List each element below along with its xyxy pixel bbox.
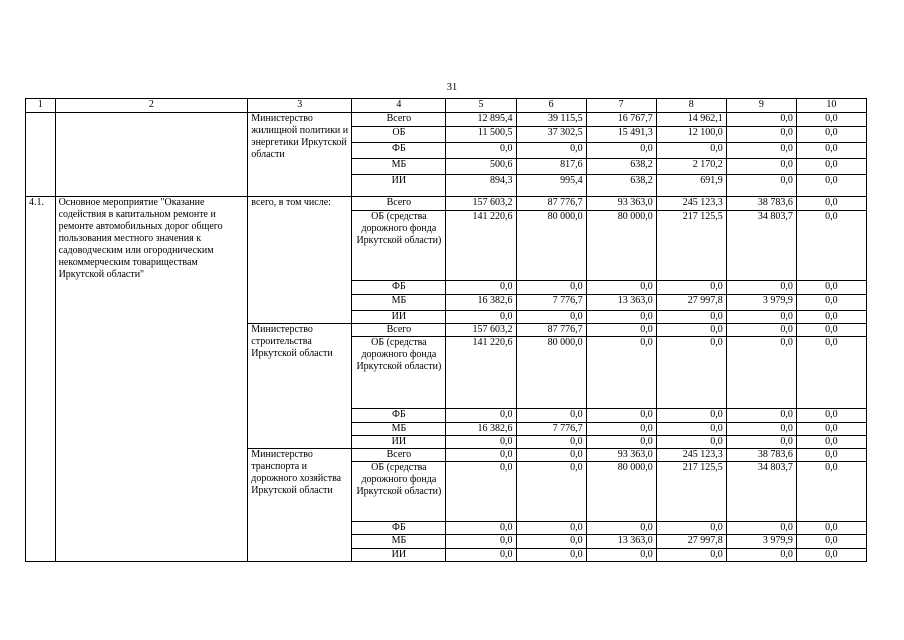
amount-cell: 141 220,6 [446, 337, 516, 409]
executor-cell: Министерство транспорта и дорожного хозяйства Иркутской области [248, 449, 352, 562]
amount-cell: 34 803,7 [726, 462, 796, 522]
amount-cell: 638,2 [586, 159, 656, 175]
header-cell: 3 [248, 99, 352, 113]
amount-cell: 0,0 [656, 522, 726, 535]
amount-cell: 3 979,9 [726, 535, 796, 549]
amount-cell: 93 363,0 [586, 449, 656, 462]
executor-cell: всего, в том числе: [248, 197, 352, 324]
funding-source: ОБ (средства дорожного фонда Иркутской области) [352, 462, 446, 522]
funding-source: ИИ [352, 549, 446, 562]
amount-cell: 0,0 [656, 337, 726, 409]
amount-cell: 0,0 [726, 159, 796, 175]
amount-cell: 3 979,9 [726, 295, 796, 311]
amount-cell: 0,0 [796, 175, 866, 197]
amount-cell: 0,0 [796, 311, 866, 324]
amount-cell: 13 363,0 [586, 535, 656, 549]
amount-cell: 0,0 [796, 211, 866, 281]
amount-cell: 0,0 [656, 436, 726, 449]
amount-cell: 0,0 [796, 324, 866, 337]
funding-source: ОБ (средства дорожного фонда Иркутской области) [352, 337, 446, 409]
amount-cell: 0,0 [586, 522, 656, 535]
header-cell: 9 [726, 99, 796, 113]
amount-cell: 0,0 [726, 409, 796, 423]
amount-cell: 39 115,5 [516, 113, 586, 127]
amount-cell: 16 382,6 [446, 423, 516, 436]
amount-cell: 0,0 [446, 522, 516, 535]
funding-source: ИИ [352, 436, 446, 449]
amount-cell: 2 170,2 [656, 159, 726, 175]
funding-source: ФБ [352, 281, 446, 295]
amount-cell: 80 000,0 [586, 462, 656, 522]
amount-cell: 0,0 [796, 449, 866, 462]
amount-cell: 34 803,7 [726, 211, 796, 281]
amount-cell: 0,0 [586, 311, 656, 324]
amount-cell: 0,0 [586, 436, 656, 449]
amount-cell: 0,0 [656, 324, 726, 337]
amount-cell: 141 220,6 [446, 211, 516, 281]
funding-source: ФБ [352, 143, 446, 159]
funding-source: МБ [352, 535, 446, 549]
amount-cell: 0,0 [516, 143, 586, 159]
amount-cell: 14 962,1 [656, 113, 726, 127]
amount-cell: 0,0 [446, 281, 516, 295]
funding-source: Всего [352, 449, 446, 462]
amount-cell: 0,0 [446, 436, 516, 449]
funding-source: МБ [352, 295, 446, 311]
item-number [26, 113, 56, 197]
amount-cell: 0,0 [586, 409, 656, 423]
amount-cell: 0,0 [726, 311, 796, 324]
amount-cell: 0,0 [726, 175, 796, 197]
amount-cell: 995,4 [516, 175, 586, 197]
amount-cell: 0,0 [796, 409, 866, 423]
amount-cell: 0,0 [516, 311, 586, 324]
amount-cell: 0,0 [726, 423, 796, 436]
amount-cell: 27 997,8 [656, 295, 726, 311]
amount-cell: 0,0 [656, 281, 726, 295]
amount-cell: 245 123,3 [656, 197, 726, 211]
amount-cell: 0,0 [726, 281, 796, 295]
amount-cell: 0,0 [726, 522, 796, 535]
amount-cell: 0,0 [796, 423, 866, 436]
amount-cell: 12 895,4 [446, 113, 516, 127]
amount-cell: 217 125,5 [656, 211, 726, 281]
amount-cell: 0,0 [726, 337, 796, 409]
page-number: 31 [446, 82, 458, 93]
amount-cell: 0,0 [656, 143, 726, 159]
amount-cell: 0,0 [516, 522, 586, 535]
header-cell: 8 [656, 99, 726, 113]
amount-cell: 15 491,3 [586, 127, 656, 143]
amount-cell: 0,0 [796, 522, 866, 535]
amount-cell: 245 123,3 [656, 449, 726, 462]
executor-cell: Министерство строительства Иркутской области [248, 324, 352, 449]
amount-cell: 80 000,0 [516, 211, 586, 281]
header-cell: 10 [796, 99, 866, 113]
funding-source: ИИ [352, 175, 446, 197]
amount-cell: 894,3 [446, 175, 516, 197]
amount-cell: 157 603,2 [446, 197, 516, 211]
header-cell: 1 [26, 99, 56, 113]
amount-cell: 0,0 [586, 337, 656, 409]
amount-cell: 817,6 [516, 159, 586, 175]
activity-title [55, 113, 248, 197]
amount-cell: 13 363,0 [586, 295, 656, 311]
item-number: 4.1. [26, 197, 56, 562]
amount-cell: 0,0 [796, 462, 866, 522]
amount-cell: 0,0 [516, 462, 586, 522]
amount-cell: 0,0 [796, 127, 866, 143]
amount-cell: 11 500,5 [446, 127, 516, 143]
amount-cell: 0,0 [796, 436, 866, 449]
amount-cell: 0,0 [796, 143, 866, 159]
amount-cell: 27 997,8 [656, 535, 726, 549]
amount-cell: 0,0 [586, 324, 656, 337]
amount-cell: 38 783,6 [726, 197, 796, 211]
amount-cell: 217 125,5 [656, 462, 726, 522]
amount-cell: 0,0 [796, 197, 866, 211]
funding-source: МБ [352, 159, 446, 175]
activity-title: Основное мероприятие "Оказание содействия в капитальном ремонте и ремонте автомобильных дорог общего пользования местного значения к садоводческим или огородническим некоммерческим товариществам Иркутской области" [55, 197, 248, 562]
amount-cell: 0,0 [446, 311, 516, 324]
amount-cell: 0,0 [796, 159, 866, 175]
amount-cell: 0,0 [796, 295, 866, 311]
amount-cell: 0,0 [516, 449, 586, 462]
amount-cell: 0,0 [446, 462, 516, 522]
header-cell: 2 [55, 99, 248, 113]
amount-cell: 0,0 [656, 409, 726, 423]
executor-cell: Министерство жилищной политики и энергетики Иркутской области [248, 113, 352, 197]
amount-cell: 0,0 [726, 127, 796, 143]
amount-cell: 0,0 [656, 311, 726, 324]
header-cell: 6 [516, 99, 586, 113]
amount-cell: 0,0 [586, 423, 656, 436]
amount-cell: 16 382,6 [446, 295, 516, 311]
header-row [26, 99, 867, 113]
funding-source: ФБ [352, 409, 446, 423]
amount-cell: 0,0 [726, 549, 796, 562]
amount-cell: 0,0 [796, 535, 866, 549]
funding-source: Всего [352, 113, 446, 127]
amount-cell: 0,0 [796, 549, 866, 562]
amount-cell: 0,0 [796, 281, 866, 295]
amount-cell: 0,0 [446, 549, 516, 562]
amount-cell: 0,0 [726, 143, 796, 159]
amount-cell: 0,0 [796, 113, 866, 127]
header-cell: 7 [586, 99, 656, 113]
amount-cell: 0,0 [516, 535, 586, 549]
amount-cell: 638,2 [586, 175, 656, 197]
funding-source: ОБ (средства дорожного фонда Иркутской области) [352, 211, 446, 281]
amount-cell: 16 767,7 [586, 113, 656, 127]
funding-source: ОБ [352, 127, 446, 143]
amount-cell: 0,0 [446, 143, 516, 159]
funding-source: МБ [352, 423, 446, 436]
header-cell: 4 [352, 99, 446, 113]
amount-cell: 93 363,0 [586, 197, 656, 211]
amount-cell: 38 783,6 [726, 449, 796, 462]
amount-cell: 0,0 [796, 337, 866, 409]
funding-source: Всего [352, 197, 446, 211]
amount-cell: 0,0 [656, 549, 726, 562]
budget-table [25, 98, 867, 562]
amount-cell: 691,9 [656, 175, 726, 197]
amount-cell: 7 776,7 [516, 295, 586, 311]
amount-cell: 157 603,2 [446, 324, 516, 337]
funding-source: ИИ [352, 311, 446, 324]
amount-cell: 0,0 [586, 143, 656, 159]
amount-cell: 12 100,0 [656, 127, 726, 143]
amount-cell: 80 000,0 [516, 337, 586, 409]
header-cell: 5 [446, 99, 516, 113]
funding-source: ФБ [352, 522, 446, 535]
amount-cell: 87 776,7 [516, 324, 586, 337]
amount-cell: 0,0 [516, 436, 586, 449]
amount-cell: 37 302,5 [516, 127, 586, 143]
amount-cell: 0,0 [656, 423, 726, 436]
amount-cell: 0,0 [446, 449, 516, 462]
amount-cell: 0,0 [516, 281, 586, 295]
funding-source: Всего [352, 324, 446, 337]
amount-cell: 7 776,7 [516, 423, 586, 436]
amount-cell: 80 000,0 [586, 211, 656, 281]
amount-cell: 0,0 [516, 409, 586, 423]
table-row [26, 113, 867, 127]
amount-cell: 0,0 [446, 409, 516, 423]
amount-cell: 0,0 [726, 324, 796, 337]
amount-cell: 0,0 [586, 281, 656, 295]
table-row [26, 197, 867, 211]
amount-cell: 87 776,7 [516, 197, 586, 211]
amount-cell: 0,0 [586, 549, 656, 562]
amount-cell: 0,0 [446, 535, 516, 549]
amount-cell: 0,0 [726, 113, 796, 127]
amount-cell: 500,6 [446, 159, 516, 175]
amount-cell: 0,0 [516, 549, 586, 562]
amount-cell: 0,0 [726, 436, 796, 449]
